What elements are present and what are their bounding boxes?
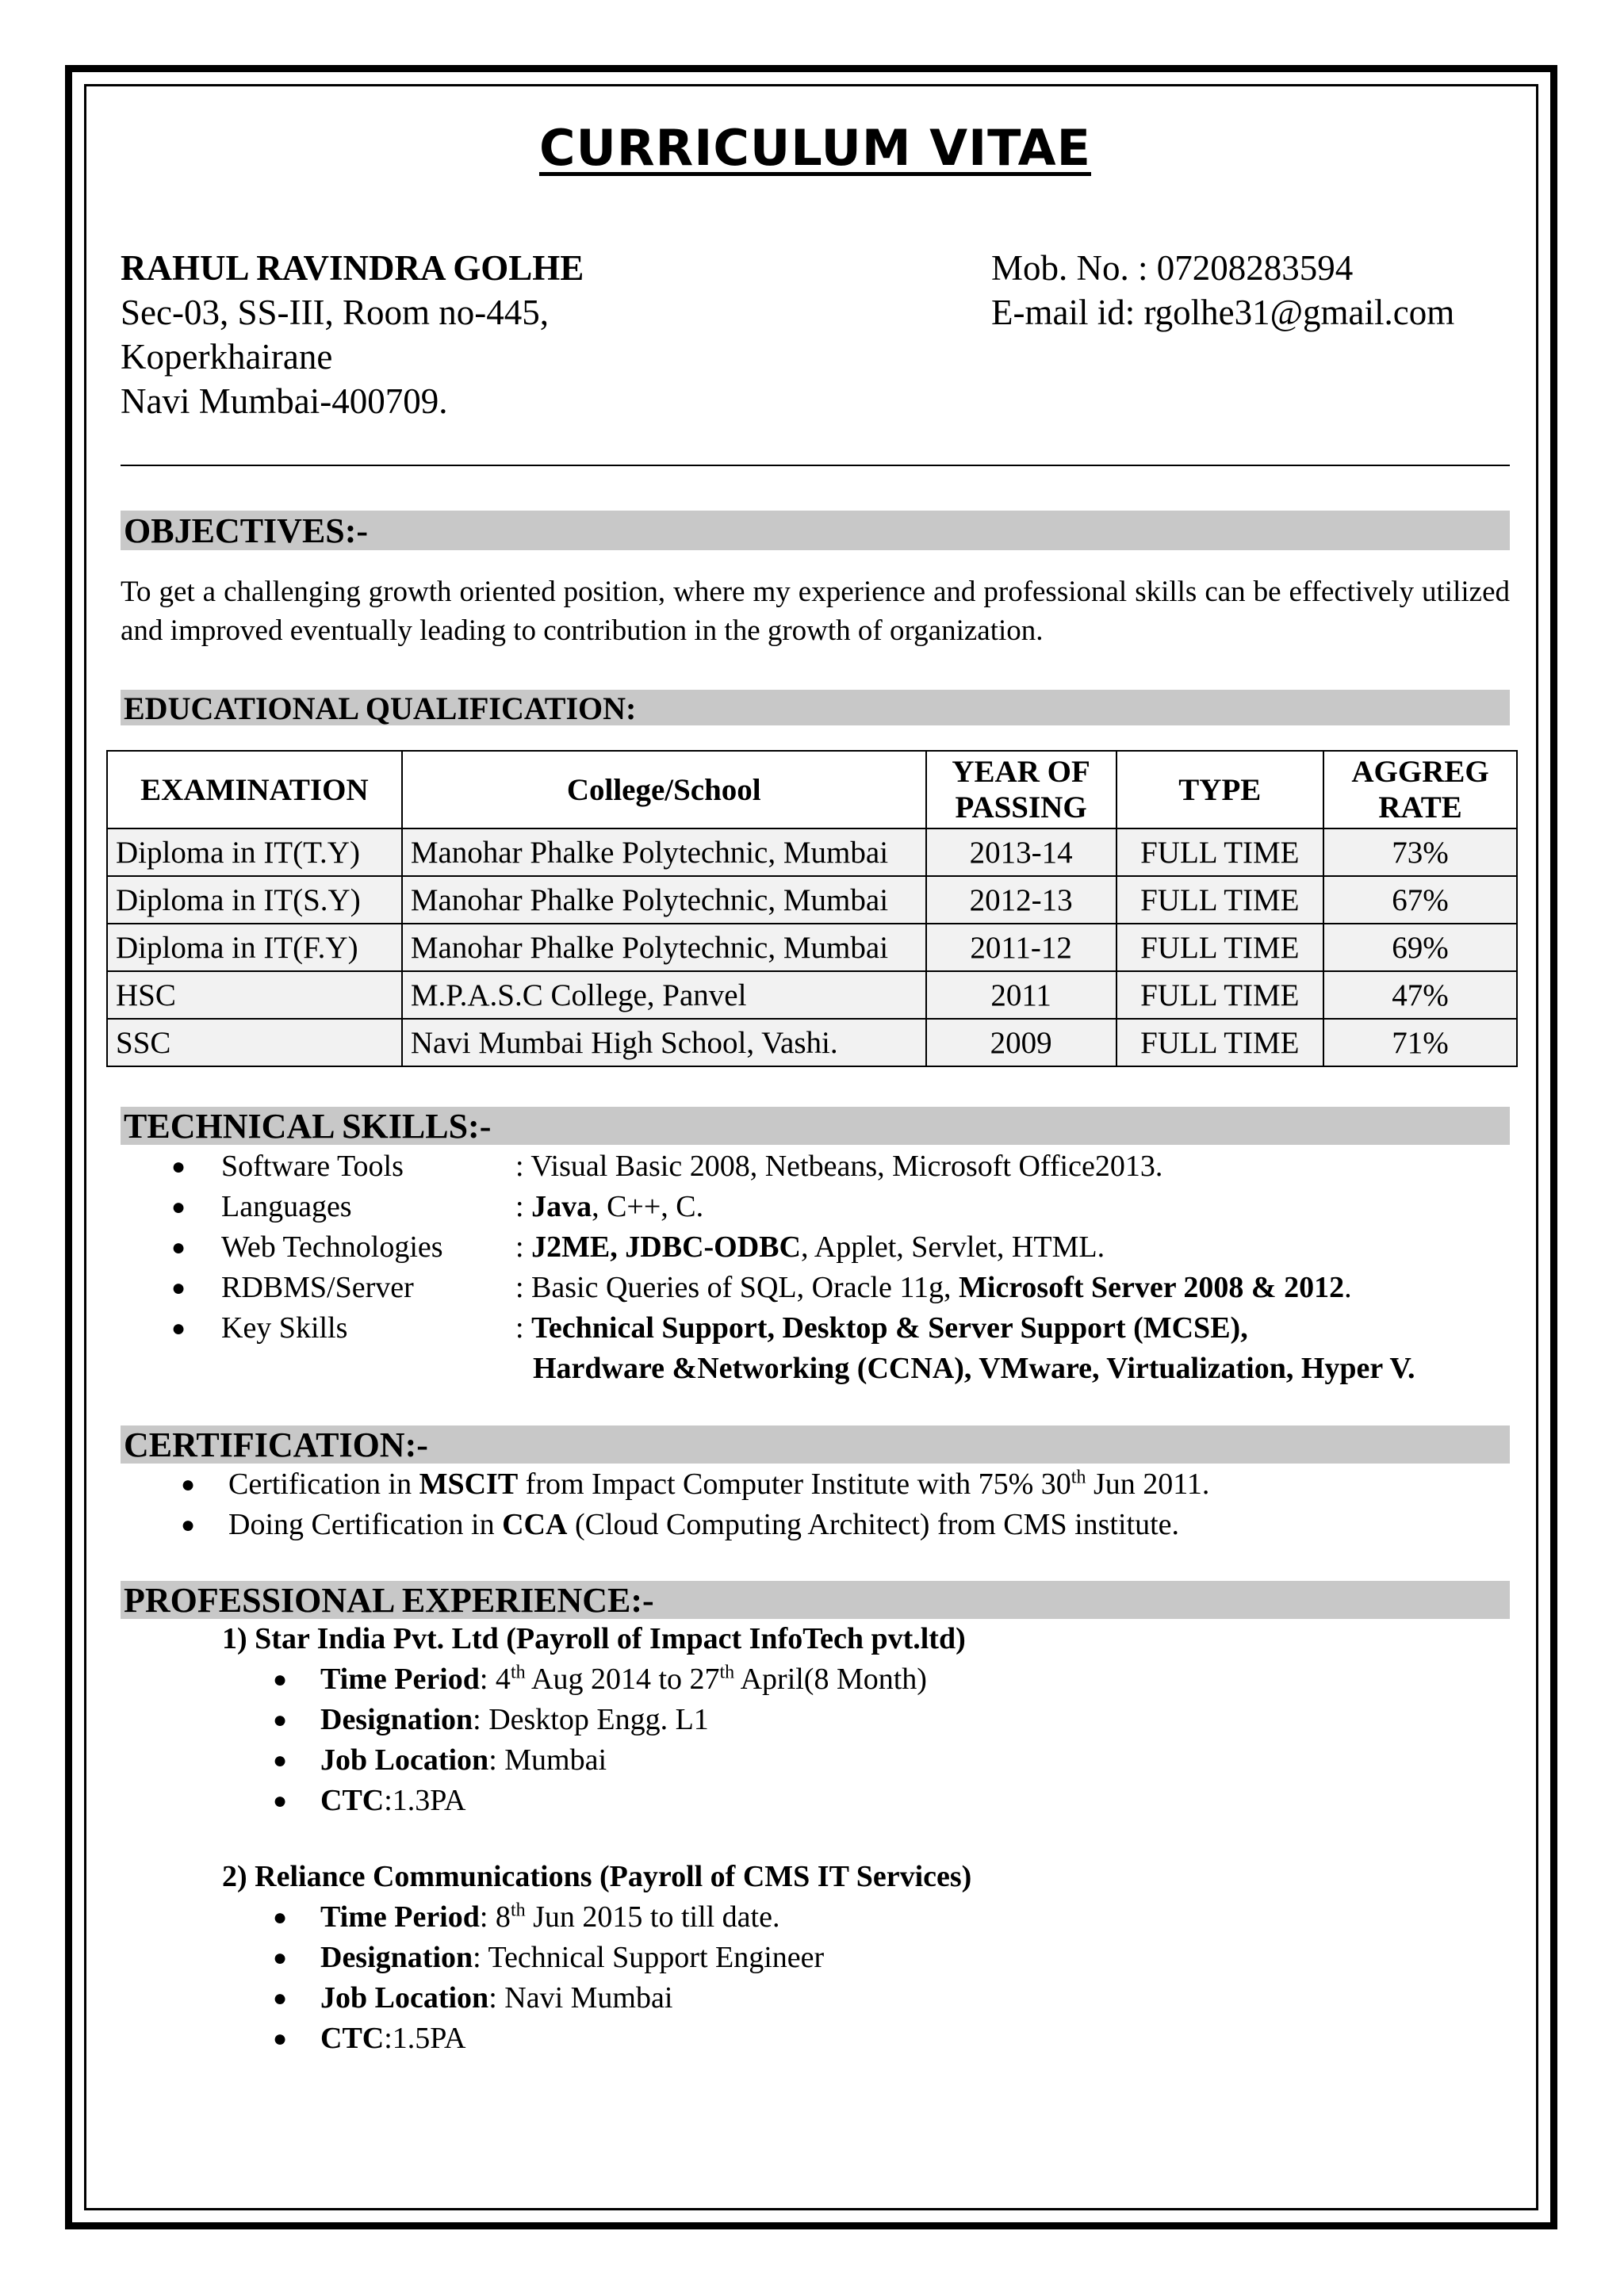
- table-cell: 2013-14: [926, 828, 1116, 876]
- skill-value: : Java, C++, C.: [515, 1190, 704, 1223]
- list-item: [121, 1700, 1510, 1740]
- education-table: [106, 750, 1518, 1067]
- contact-address-block: [121, 246, 584, 423]
- skill-value: : Basic Queries of SQL, Oracle 11g, Microsoft Server 2008 & 2012.: [515, 1271, 1352, 1304]
- list-item: [121, 1781, 1510, 1821]
- technical-skills-heading: TECHNICAL SKILLS:-: [121, 1107, 1510, 1145]
- bullet-icon: ●: [273, 1945, 288, 1971]
- experience-list: [121, 1619, 1510, 2059]
- table-cell: 73%: [1323, 828, 1517, 876]
- certification-text: Certification in MSCIT from Impact Computer Institute with 75% 30th Jun 2011.: [228, 1467, 1210, 1501]
- bullet-icon: ●: [171, 1234, 186, 1261]
- address-line-3: Navi Mumbai-400709.: [121, 381, 448, 421]
- table-cell: M.P.A.S.C College, Panvel: [402, 971, 926, 1019]
- bullet-icon: ●: [181, 1471, 196, 1498]
- candidate-name: RAHUL RAVINDRA GOLHE: [121, 248, 584, 288]
- bullet-icon: ●: [171, 1315, 186, 1341]
- table-row: [107, 828, 1517, 876]
- table-cell: 2011-12: [926, 924, 1116, 971]
- column-header: TYPE: [1116, 751, 1324, 828]
- job-ctc: CTC:1.5PA: [320, 2022, 466, 2055]
- table-cell: FULL TIME: [1116, 924, 1324, 971]
- certification-heading: CERTIFICATION:-: [121, 1425, 1510, 1464]
- job-time-period: Time Period: 8th Jun 2015 to till date.: [320, 1900, 780, 1934]
- job-location: Job Location: Mumbai: [320, 1743, 607, 1777]
- job-designation: Designation: Technical Support Engineer: [320, 1941, 825, 1974]
- email-address: E-mail id: rgolhe31@gmail.com: [991, 293, 1455, 332]
- column-header: College/School: [402, 751, 926, 828]
- table-cell: 67%: [1323, 876, 1517, 924]
- skill-value: : J2ME, JDBC-ODBC, Applet, Servlet, HTML.: [515, 1230, 1105, 1264]
- address-line-1: Sec-03, SS-III, Room no-445,: [121, 293, 549, 332]
- table-cell: Manohar Phalke Polytechnic, Mumbai: [402, 876, 926, 924]
- education-table-header: [107, 751, 1517, 828]
- table-row: [107, 971, 1517, 1019]
- table-cell: 2012-13: [926, 876, 1116, 924]
- experience-heading: PROFESSIONAL EXPERIENCE:-: [121, 1581, 1510, 1619]
- table-cell: 2011: [926, 971, 1116, 1019]
- table-cell: 47%: [1323, 971, 1517, 1019]
- bullet-icon: ●: [171, 1275, 186, 1301]
- bullet-icon: ●: [273, 1707, 288, 1733]
- table-cell: Navi Mumbai High School, Vashi.: [402, 1019, 926, 1066]
- address-line-2: Koperkhairane: [121, 337, 333, 377]
- skill-label: Key Skills: [221, 1311, 348, 1345]
- table-cell: Diploma in IT(F.Y): [107, 924, 402, 971]
- skill-value-continued: Hardware &Networking (CCNA), VMware, Virtualization, Hyper V.: [533, 1352, 1415, 1385]
- list-item: [121, 1740, 1510, 1781]
- table-cell: FULL TIME: [1116, 876, 1324, 924]
- table-row: [107, 924, 1517, 971]
- column-header: EXAMINATION: [107, 751, 402, 828]
- objectives-heading: OBJECTIVES:-: [121, 511, 1510, 550]
- list-item: [121, 1268, 1510, 1308]
- bullet-icon: ●: [171, 1154, 186, 1180]
- list-item: [121, 1308, 1510, 1349]
- skill-value: : Technical Support, Desktop & Server Support (MCSE),: [515, 1311, 1248, 1345]
- table-cell: 71%: [1323, 1019, 1517, 1066]
- certification-text: Doing Certification in CCA (Cloud Computing Architect) from CMS institute.: [228, 1508, 1180, 1541]
- table-cell: FULL TIME: [1116, 1019, 1324, 1066]
- objectives-text: To get a challenging growth oriented position, where my experience and professional skills can be effectively utilized and improved eventually leading to contribution in the growth of organization.: [121, 576, 1510, 647]
- table-cell: Manohar Phalke Polytechnic, Mumbai: [402, 828, 926, 876]
- bullet-icon: ●: [273, 2026, 288, 2052]
- mobile-number: Mob. No. : 07208283594: [991, 248, 1354, 288]
- skill-label: Software Tools: [221, 1150, 404, 1183]
- list-item: [121, 1659, 1510, 1700]
- job-ctc: CTC:1.3PA: [320, 1784, 466, 1817]
- table-cell: Diploma in IT(T.Y): [107, 828, 402, 876]
- certification-list: [121, 1464, 1510, 1544]
- job-location: Job Location: Navi Mumbai: [320, 1981, 673, 2015]
- list-item: [121, 2019, 1510, 2059]
- spacer: [121, 1821, 1510, 1857]
- list-item: [121, 1938, 1510, 1978]
- bullet-icon: ●: [171, 1194, 186, 1220]
- job-title: 2) Reliance Communications (Payroll of CMS IT Services): [222, 1860, 972, 1893]
- list-item: [121, 1146, 1510, 1187]
- table-cell: 2009: [926, 1019, 1116, 1066]
- bullet-icon: ●: [181, 1512, 196, 1538]
- table-cell: Manohar Phalke Polytechnic, Mumbai: [402, 924, 926, 971]
- bullet-icon: ●: [273, 1985, 288, 2011]
- list-item: [121, 1978, 1510, 2019]
- technical-skills-list: [121, 1146, 1510, 1389]
- job-time-period: Time Period: 4th Aug 2014 to 27th April(8 Month): [320, 1662, 927, 1696]
- column-header: AGGREG RATE: [1323, 751, 1517, 828]
- list-item: [121, 1504, 1510, 1544]
- table-cell: FULL TIME: [1116, 971, 1324, 1019]
- bullet-icon: ●: [273, 1788, 288, 1814]
- table-cell: 69%: [1323, 924, 1517, 971]
- skill-label: RDBMS/Server: [221, 1271, 414, 1304]
- bullet-icon: ●: [273, 1747, 288, 1774]
- column-header: YEAR OF PASSING: [926, 751, 1116, 828]
- education-heading: EDUCATIONAL QUALIFICATION:: [121, 690, 1510, 725]
- table-cell: FULL TIME: [1116, 828, 1324, 876]
- table-row: [107, 876, 1517, 924]
- bullet-icon: ●: [273, 1667, 288, 1693]
- bullet-icon: ●: [273, 1904, 288, 1931]
- job-title: 1) Star India Pvt. Ltd (Payroll of Impact InfoTech pvt.ltd): [222, 1622, 966, 1655]
- table-row: [107, 1019, 1517, 1066]
- list-item: [121, 1187, 1510, 1227]
- table-cell: SSC: [107, 1019, 402, 1066]
- list-item: [121, 1227, 1510, 1268]
- page-title: CURRICULUM VITAE: [538, 119, 1092, 177]
- skill-label: Web Technologies: [221, 1230, 443, 1264]
- job-designation: Designation: Desktop Engg. L1: [320, 1703, 709, 1736]
- list-item: [121, 1464, 1510, 1504]
- skill-value: : Visual Basic 2008, Netbeans, Microsoft Office2013.: [515, 1150, 1163, 1183]
- header-divider: [121, 465, 1510, 466]
- list-item-continuation: [121, 1349, 1510, 1389]
- table-cell: Diploma in IT(S.Y): [107, 876, 402, 924]
- table-cell: HSC: [107, 971, 402, 1019]
- skill-label: Languages: [221, 1190, 352, 1223]
- contact-info-block: [991, 246, 1454, 335]
- list-item: [121, 1897, 1510, 1938]
